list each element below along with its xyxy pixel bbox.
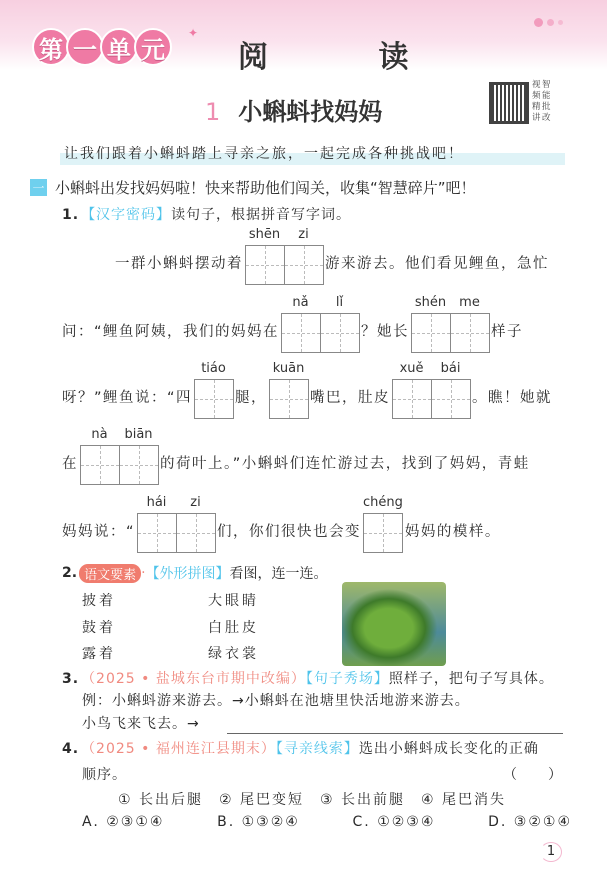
pinyin: nǎ <box>292 295 309 310</box>
question-number: 2. <box>62 565 78 581</box>
writing-cell[interactable] <box>194 379 234 419</box>
question-tag: 【外形拼图】 <box>145 566 230 582</box>
writing-cell[interactable] <box>80 445 120 485</box>
writing-cell[interactable] <box>392 379 432 419</box>
match-right-item[interactable]: 白肚皮 <box>208 619 259 636</box>
step: ① 长出后腿 <box>118 792 204 808</box>
question-prompt: 读句子，根据拼音写字词。 <box>171 207 352 223</box>
answer-line[interactable] <box>227 733 563 734</box>
qr-code[interactable] <box>489 82 529 124</box>
element-pill: 语文要素 <box>79 564 141 583</box>
frog-image <box>342 582 446 666</box>
qr-side-char: 频 <box>532 91 541 101</box>
writing-cell[interactable] <box>363 513 403 553</box>
pinyin: shén <box>414 295 447 310</box>
sentence-text: 们，你们很快也会变 <box>217 524 362 540</box>
writing-grid <box>269 361 308 409</box>
writing-grid <box>363 495 403 543</box>
question-number: 4. <box>62 741 80 757</box>
writing-cell[interactable] <box>431 379 471 419</box>
step: ② 尾巴变短 <box>219 792 305 808</box>
lesson-number: 1 <box>205 98 221 126</box>
question-source: （2025 • 盐城东台市期中改编） <box>81 671 306 687</box>
answer-parentheses[interactable]: （ ） <box>503 767 563 783</box>
writing-cell[interactable] <box>137 513 177 553</box>
sentence-text: 。瞧！她就 <box>472 390 553 406</box>
section-badge: 一 <box>30 179 47 196</box>
qr-side-char: 智 <box>542 80 551 90</box>
writing-cell[interactable] <box>284 245 324 285</box>
pinyin: lǐ <box>335 295 344 310</box>
pinyin: shēn <box>248 227 281 242</box>
fill-in-line <box>62 427 530 475</box>
pinyin: bái <box>440 361 461 376</box>
writing-cell[interactable] <box>119 445 159 485</box>
sentence-text: 的荷叶上。”小蝌蚪们连忙游过去，找到了妈妈，青蛙 <box>160 456 530 472</box>
writing-cell[interactable] <box>281 313 321 353</box>
sentence-text: 妈妈的模样。 <box>404 524 501 540</box>
sentence-text: 游来游去。他们看见鲤鱼，急忙 <box>325 256 549 272</box>
pinyin: me <box>459 295 480 310</box>
qr-side-char: 能 <box>542 91 551 101</box>
match-right-column <box>208 588 259 668</box>
question-number: 3. <box>62 671 80 687</box>
question-source: （2025 • 福州连江县期末） <box>81 741 276 757</box>
question-tag: 【汉字密码】 <box>81 207 172 223</box>
match-left-item[interactable]: 鼓着 <box>82 619 116 636</box>
qr-side-char: 精 <box>532 102 541 112</box>
qr-side-text <box>532 80 552 124</box>
unit-char: 一 <box>66 28 104 66</box>
page-number: 1 <box>540 842 562 862</box>
growth-steps <box>118 789 506 809</box>
writing-cell[interactable] <box>320 313 360 353</box>
unit-label <box>32 28 168 66</box>
question-4-heading <box>62 738 539 758</box>
question-2-heading <box>62 563 328 583</box>
fill-in-line <box>62 495 501 543</box>
qr-side-char: 讲 <box>532 113 541 123</box>
match-left-item[interactable]: 露着 <box>82 646 116 662</box>
question-3-task: 小鸟飞来飞去。→ <box>82 716 200 732</box>
section-title: 阅 读 <box>238 40 459 75</box>
pinyin: xuě <box>399 361 424 376</box>
answer-options <box>82 814 572 830</box>
question-prompt: 看图，连一连。 <box>229 566 328 582</box>
question-3-example: 例：小蝌蚪游来游去。→小蝌蚪在池塘里快活地游来游去。 <box>82 693 470 709</box>
pinyin: biān <box>124 427 153 442</box>
lesson-title <box>205 92 382 127</box>
writing-cell[interactable] <box>411 313 451 353</box>
question-4-prompt-cont: 顺序。 <box>82 767 127 783</box>
question-1-heading <box>62 204 351 224</box>
unit-char: 第 <box>32 28 70 66</box>
dot: · <box>141 565 146 581</box>
sparkle-icon: ✦ <box>188 26 199 40</box>
writing-grid <box>281 295 359 343</box>
option-b[interactable]: B. ①③②④ <box>217 814 300 830</box>
qr-side-char: 批 <box>542 102 551 112</box>
section-heading <box>30 177 476 198</box>
option-d[interactable]: D. ③②①④ <box>488 814 572 830</box>
match-left-item[interactable]: 披着 <box>82 593 116 609</box>
question-3-heading <box>62 668 554 688</box>
sentence-text: 问：“鲤鱼阿姨，我们的妈妈在 <box>62 324 280 340</box>
decorative-dots <box>534 18 563 27</box>
pinyin: tiáo <box>201 361 226 376</box>
question-tag: 【句子秀场】 <box>305 671 389 687</box>
pinyin: chéng <box>363 495 403 510</box>
writing-grid <box>245 227 323 275</box>
fill-in-line <box>62 295 523 343</box>
step: ④ 尾巴消失 <box>421 792 507 808</box>
question-number: 1. <box>62 207 80 223</box>
unit-char: 单 <box>100 28 138 66</box>
writing-grid <box>80 427 158 475</box>
sentence-text: 在 <box>62 456 78 472</box>
sentence-text: 腿， <box>235 390 268 406</box>
writing-cell[interactable] <box>450 313 490 353</box>
option-c[interactable]: C. ①②③④ <box>352 814 436 830</box>
writing-grid <box>194 361 233 409</box>
question-prompt: 照样子，把句子写具体。 <box>388 671 554 687</box>
match-right-item[interactable]: 大眼睛 <box>208 593 259 609</box>
fill-in-line <box>115 227 549 275</box>
writing-grid <box>392 361 470 409</box>
match-left-column <box>82 588 116 668</box>
match-right-item[interactable]: 绿衣裳 <box>208 646 259 662</box>
writing-cell[interactable] <box>269 379 309 419</box>
pinyin: nà <box>91 427 108 442</box>
question-tag: 【寻亲线索】 <box>275 741 359 757</box>
sentence-text: 一群小蝌蚪摆动着 <box>115 256 243 272</box>
writing-cell[interactable] <box>176 513 216 553</box>
pinyin: zi <box>190 495 201 510</box>
pinyin: kuān <box>272 361 305 376</box>
sentence-text: 嘴巴，肚皮 <box>310 390 391 406</box>
pinyin: zi <box>298 227 309 242</box>
qr-side-char: 改 <box>542 113 551 123</box>
sentence-text: 妈妈说：“ <box>62 524 136 540</box>
sentence-text: 样子 <box>491 324 524 340</box>
writing-cell[interactable] <box>245 245 285 285</box>
question-prompt: 选出小蝌蚪成长变化的正确 <box>358 741 539 757</box>
writing-grid <box>411 295 489 343</box>
intro-text: 让我们跟着小蝌蚪踏上寻亲之旅，一起完成各种挑战吧！ <box>60 143 565 165</box>
unit-char: 元 <box>134 28 172 66</box>
lesson-title-text: 小蝌蚪找妈妈 <box>238 98 383 126</box>
option-a[interactable]: A. ②③①④ <box>82 814 165 830</box>
sentence-text: ？她长 <box>361 324 410 340</box>
pinyin: hái <box>146 495 167 510</box>
fill-in-line <box>62 361 552 409</box>
qr-side-char: 视 <box>532 80 541 90</box>
sentence-text: 呀？”鲤鱼说：“四 <box>62 390 193 406</box>
writing-grid <box>137 495 215 543</box>
section-text: 小蝌蚪出发找妈妈啦！快来帮助他们闯关，收集“智慧碎片”吧！ <box>55 179 476 197</box>
step: ③ 长出前腿 <box>320 792 406 808</box>
